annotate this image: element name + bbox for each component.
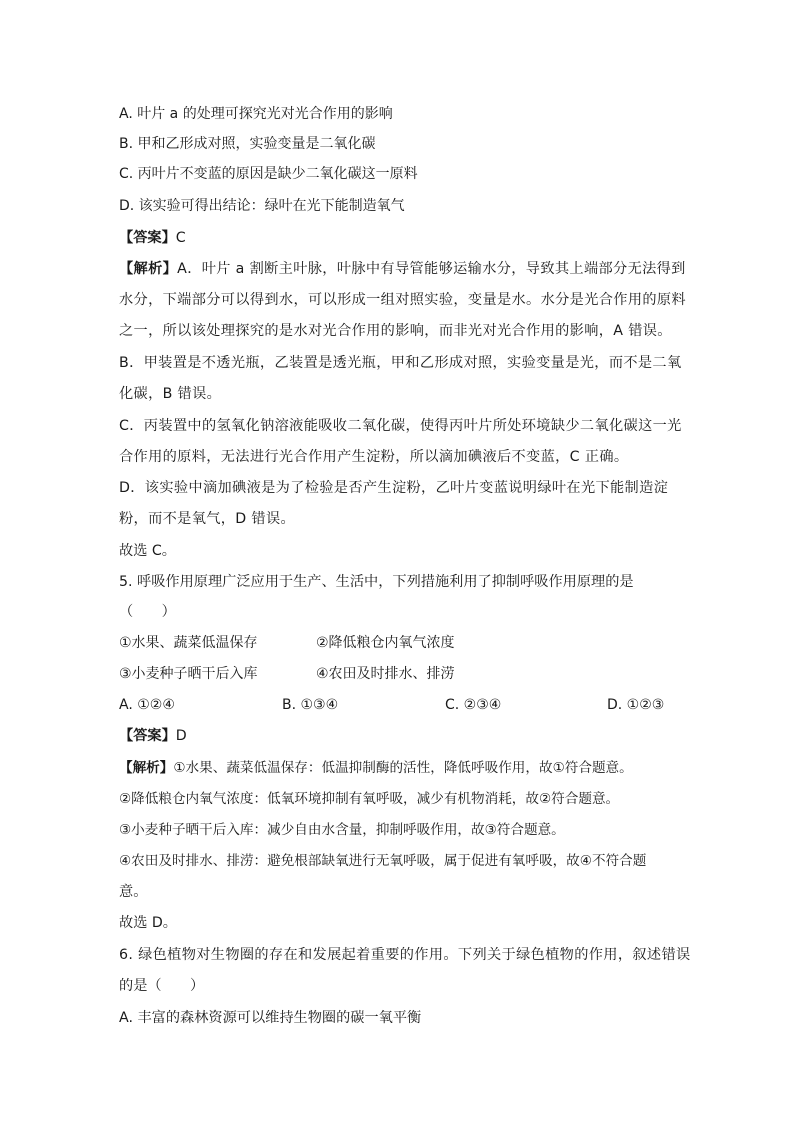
q5-analysis-line: ③小麦种子晒干后入库：减少自由水含量，抑制呼吸作用，故③符合题意。 (119, 822, 565, 838)
q5-item-4: ④农田及时排水、排涝 (316, 666, 455, 682)
q5-analysis-line: 【解析】①水果、蔬菜低温保存：低温抑制酶的活性，降低呼吸作用，故①符合题意。 (119, 760, 633, 776)
q5-choice-a: A. ①②④ (119, 697, 175, 713)
answer-value: D (175, 728, 187, 744)
q5-choice-b: B. ①③④ (282, 697, 339, 713)
answer-label: 【答案】 (119, 728, 176, 744)
q4-option-c: C. 丙叶片不变蓝的原因是缺少二氧化碳这一原料 (119, 166, 418, 182)
answer-label: 【答案】 (119, 230, 176, 246)
q4-analysis-line: 水分，下端部分可以得到水，可以形成一组对照实验，变量是水。水分是光合作用的原料 (119, 292, 686, 308)
q5-item-2: ②降低粮仓内氧气浓度 (316, 635, 455, 651)
q5-analysis-line: 意。 (119, 884, 148, 900)
q4-answer (119, 228, 186, 248)
analysis-label: 【解析】 (119, 760, 174, 776)
q4-option-b: B. 甲和乙形成对照，实验变量是二氧化碳 (119, 136, 376, 152)
q4-analysis-line: 粉，而不是氧气，D 错误。 (119, 511, 296, 527)
q5-analysis-line: ④农田及时排水、排涝：避免根部缺氧进行无氧呼吸，属于促进有氧呼吸，故④不符合题 (119, 853, 647, 869)
q4-analysis-line: B．甲装置是不透光瓶，乙装置是透光瓶，甲和乙形成对照，实验变量是光，而不是二氧 (119, 355, 682, 371)
q5-stem-bracket: （ ） (119, 604, 176, 620)
answer-value: C (175, 230, 186, 246)
q5-choice-c: C. ②③④ (445, 697, 502, 713)
q4-conclusion: 故选 C。 (119, 543, 176, 559)
q4-option-a: A. 叶片 a 的处理可探究光对光合作用的影响 (119, 106, 393, 122)
q5-conclusion: 故选 D。 (119, 915, 177, 931)
q5-item-3: ③小麦种子晒干后入库 (119, 666, 258, 682)
q6-stem-cont: 的是（ ） (119, 978, 205, 994)
q4-analysis-line: D．该实验中滴加碘液是为了检验是否产生淀粉，乙叶片变蓝说明绿叶在光下能制造淀 (119, 480, 669, 496)
q4-option-d: D. 该实验可得出结论：绿叶在光下能制造氧气 (119, 198, 405, 214)
q4-analysis-line: 化碳，B 错误。 (119, 386, 222, 402)
q4-analysis-line: 【解析】A．叶片 a 割断主叶脉，叶脉中有导管能够运输水分，导致其上端部分无法得到 (119, 261, 686, 277)
q5-analysis-line: ②降低粮仓内氧气浓度：低氧环境抑制有氧呼吸，减少有机物消耗，故②符合题意。 (119, 791, 620, 807)
q4-analysis-line: 之一，所以该处理探究的是水对光合作用的影响，而非光对光合作用的影响，A 错误。 (119, 323, 672, 339)
q5-stem: 5. 呼吸作用原理广泛应用于生产、生活中，下列措施利用了抑制呼吸作用原理的是 (119, 574, 634, 590)
q4-analysis-line: 合作用的原料，无法进行光合作用产生淀粉，所以滴加碘液后不变蓝，C 正确。 (119, 449, 629, 465)
q5-answer (119, 726, 187, 746)
q5-item-1: ①水果、蔬菜低温保存 (119, 635, 258, 651)
q4-analysis-line: C．丙装置中的氢氧化钠溶液能吸收二氧化碳，使得丙叶片所处环境缺少二氧化碳这一光 (119, 418, 682, 434)
analysis-label: 【解析】 (119, 261, 178, 277)
q6-stem: 6. 绿色植物对生物圈的存在和发展起着重要的作用。下列关于绿色植物的作用，叙述错误 (119, 947, 691, 963)
q6-option-a: A. 丰富的森林资源可以维持生物圈的碳一氧平衡 (119, 1010, 422, 1026)
q5-choice-d: D. ①②③ (607, 697, 665, 713)
